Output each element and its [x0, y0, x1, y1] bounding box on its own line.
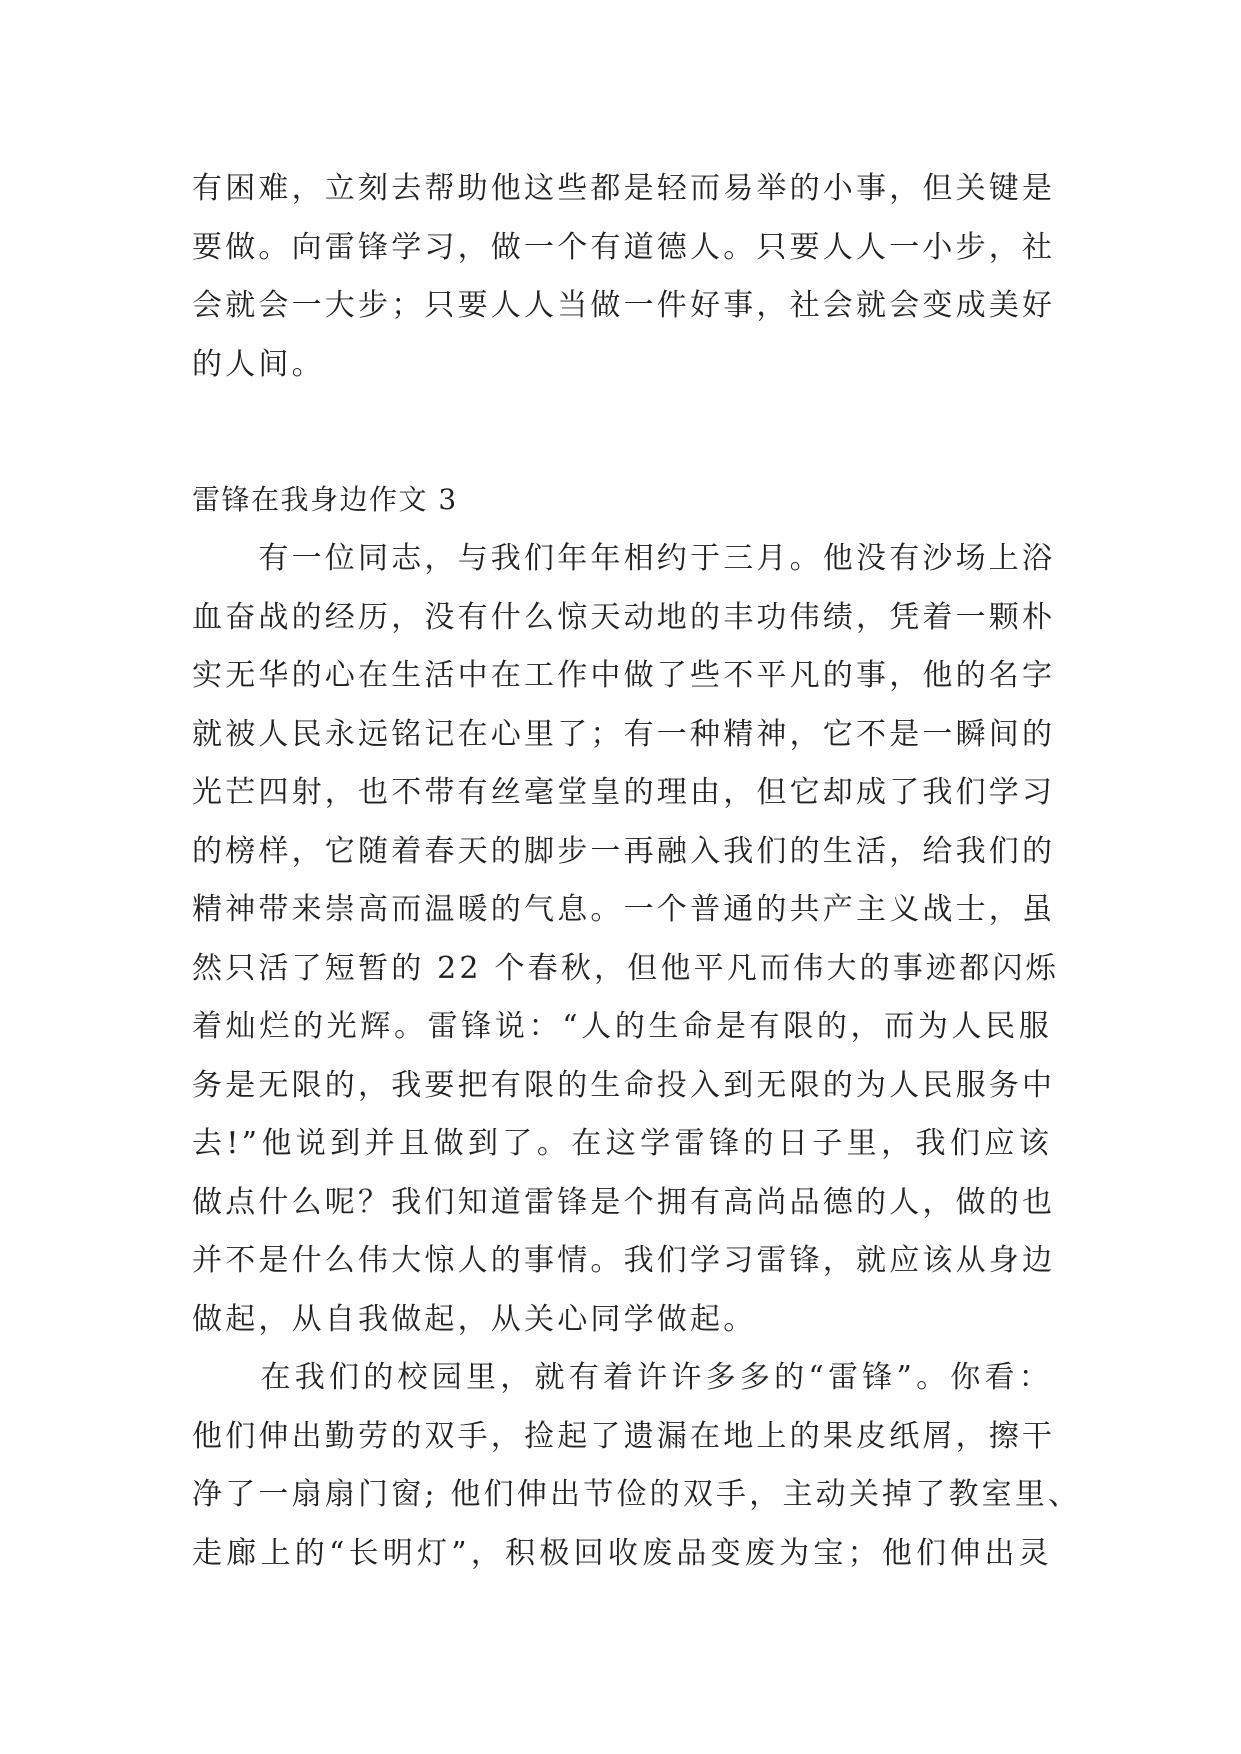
- text-line: 做起，从自我做起，从关心同学做起。: [192, 1301, 757, 1337]
- text-line: 会就会一大步；只要人人当做一件好事，社会就会变成美好: [192, 288, 1056, 323]
- text-line: 的人间。: [192, 346, 325, 382]
- text-line: 就被人民永远铭记在心里了；有一种精神，它不是一瞬间的: [192, 716, 1056, 752]
- text-line: 的榜样，它随着春天的脚步一再融入我们的生活，给我们的: [192, 833, 1056, 869]
- text-line: 有一位同志，与我们年年相约于三月。他没有沙场上浴: [192, 541, 1056, 576]
- text-line: 走廊上的“长明灯”，积极回收废品变废为宝；他们伸出灵: [192, 1535, 1052, 1571]
- paragraph-1: [192, 530, 1059, 1349]
- text-line: 做点什么呢？我们知道雷锋是个拥有高尚品德的人，做的也: [192, 1184, 1056, 1220]
- text-line: 要做。向雷锋学习，做一个有道德人。只要人人一小步，社: [192, 229, 1056, 265]
- section-title: 雷锋在我身边作文 3: [192, 483, 458, 516]
- text-line: 精神带来崇高而温暖的气息。一个普通的共产主义战士，虽: [192, 892, 1056, 927]
- text-line: 光芒四射，也不带有丝毫堂皇的理由，但它却成了我们学习: [192, 775, 1056, 810]
- text-line: 然只活了短暂的 22 个春秋，但他平凡而伟大的事迹都闪烁: [192, 950, 1059, 986]
- text-line: 着灿烂的光辉。雷锋说：“人的生命是有限的，而为人民服: [192, 1009, 1052, 1044]
- document-body: [192, 160, 1082, 1583]
- text-line: 血奋战的经历，没有什么惊天动地的丰功伟绩，凭着一颗朴: [192, 599, 1056, 635]
- text-line: 务是无限的，我要把有限的生命投入到无限的为人民服务中: [192, 1067, 1056, 1103]
- text-line: 他们伸出勤劳的双手，捡起了遗漏在地上的果皮纸屑，擦干: [192, 1418, 1056, 1454]
- text-line: 净了一扇扇门窗; 他们伸出节俭的双手，主动关掉了教室里、: [192, 1477, 1082, 1512]
- text-line: 有困难，立刻去帮助他这些都是轻而易举的小事，但关键是: [192, 171, 1056, 206]
- text-line: 在我们的校园里，就有着许许多多的“雷锋”。你看：: [192, 1360, 1052, 1395]
- paragraph-2: [192, 1349, 1082, 1583]
- text-line: 并不是什么伟大惊人的事情。我们学习雷锋，就应该从身边: [192, 1243, 1056, 1278]
- paragraph-gap: [192, 394, 1052, 470]
- top-paragraph: [192, 160, 1056, 394]
- text-line: 实无华的心在生活中在工作中做了些不平凡的事，他的名字: [192, 658, 1056, 693]
- text-line: 去!”他说到并且做到了。在这学雷锋的日子里，我们应该: [192, 1126, 1052, 1161]
